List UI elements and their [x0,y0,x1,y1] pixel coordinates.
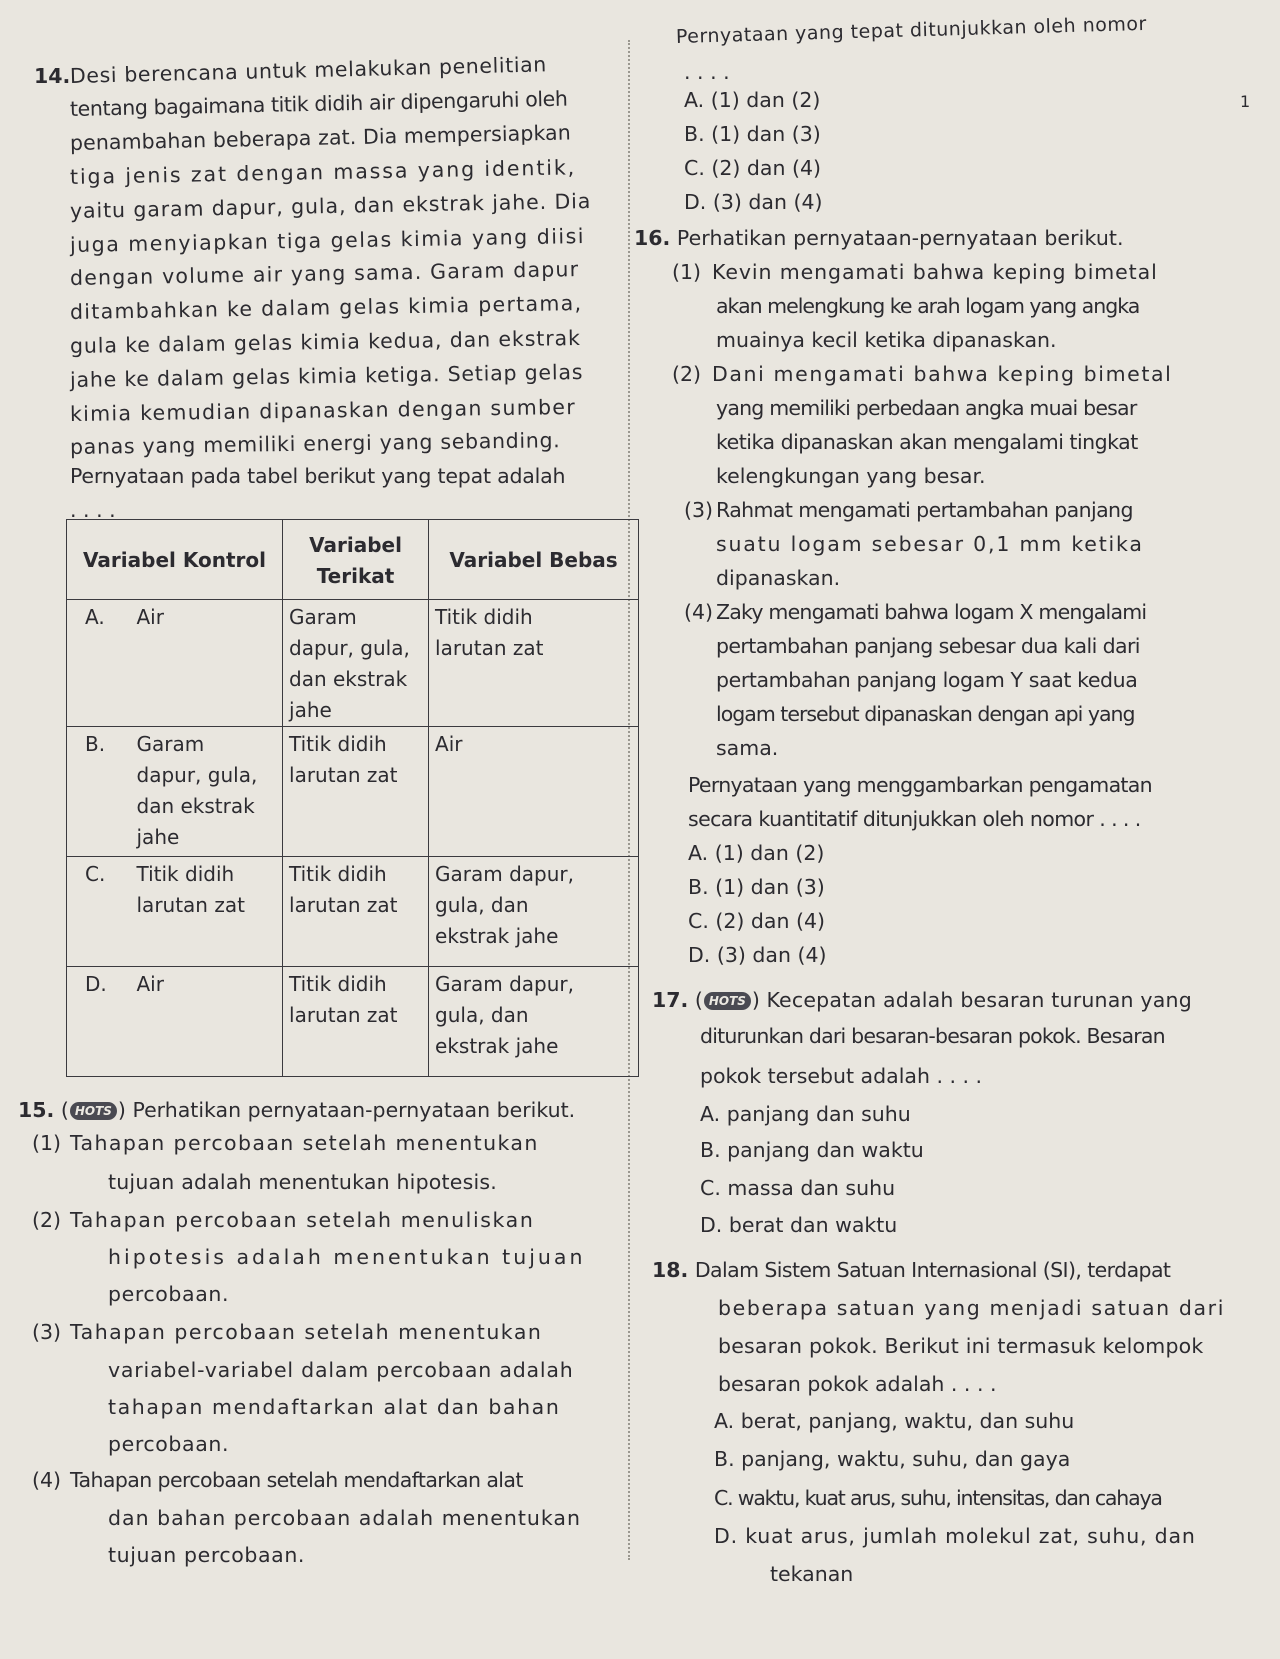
q14-line: ditambahkan ke dalam gelas kimia pertama, [69,291,583,324]
row-option: D. [67,967,131,1077]
row-option: C. [67,857,131,967]
q14-line: juga menyiapkan tiga gelas kimia yang diisi [69,224,586,257]
statement-line: akan melengkung ke arah logam yang angka [716,294,1140,318]
q14-line: dengan volume air yang sama. Garam dapur [69,257,580,290]
answer-option[interactable]: B. (1) dan (3) [684,122,821,146]
statement-number: (3) [684,498,714,522]
statement-line: percobaan. [108,1432,230,1456]
q14-line: tentang bagaimana titik didih air dipengaruhi oleh [69,86,568,121]
statement-line: muainya kecil ketika dipanaskan. [716,328,1057,352]
statement-line: Tahapan percobaan setelah mendaftarkan alat [70,1468,523,1492]
q17-line: diturunkan dari besaran-besaran pokok. Besaran [700,1024,1165,1048]
cell-bebas: Garam dapur, gula, dan ekstrak jahe [429,857,639,967]
margin-mark: 1 [1240,92,1251,111]
row-option: A. [67,600,131,727]
statement-number: (1) [32,1131,62,1155]
statement-line: Tahapan percobaan setelah menentukan [70,1320,543,1344]
statement-line: dipanaskan. [716,566,841,590]
answer-option-continuation: tekanan [770,1562,854,1586]
hots-badge: HOTS [704,992,751,1010]
statement-number: (4) [684,600,714,624]
answer-option[interactable]: C. massa dan suhu [700,1176,896,1200]
q18-line: besaran pokok adalah . . . . [718,1372,997,1396]
statement-line: suatu logam sebesar 0,1 mm ketika [716,532,1144,556]
statement-line: variabel-variabel dalam percobaan adalah [108,1358,574,1382]
statement-line: percobaan. [108,1282,230,1306]
q18-line: beberapa satuan yang menjadi satuan dari [718,1296,1225,1320]
cell-kontrol: Air [131,600,283,727]
q17-line: pokok tersebut adalah . . . . [700,1064,983,1088]
answer-option[interactable]: A. (1) dan (2) [688,841,825,865]
cell-terikat: Titik didih larutan zat [283,857,429,967]
answer-option[interactable]: C. (2) dan (4) [688,909,826,933]
statement-line: pertambahan panjang logam Y saat kedua [716,668,1138,692]
table-row [67,857,639,967]
cell-kontrol: Titik didih larutan zat [131,857,283,967]
answer-option[interactable]: A. berat, panjang, waktu, dan suhu [714,1409,1075,1433]
cell-terikat: Titik didih larutan zat [283,967,429,1077]
q14-answer-table [66,519,639,1077]
statement-line: yang memiliki perbedaan angka muai besar [716,396,1137,420]
answer-option[interactable]: D. berat dan waktu [700,1213,898,1237]
answer-option[interactable]: D. (3) dan (4) [688,943,827,967]
statement-line: logam tersebut dipanaskan dengan api yang [716,702,1135,726]
row-option: B. [67,727,131,857]
q14-line: yaitu garam dapur, gula, dan ekstrak jahe. Dia [69,188,592,223]
answer-option[interactable]: B. (1) dan (3) [688,875,825,899]
statement-line: kelengkungan yang besar. [716,464,986,488]
answer-option[interactable]: B. panjang, waktu, suhu, dan gaya [714,1447,1071,1471]
q17-header: 17. ( HOTS ) Kecepatan adalah besaran turunan yang [652,988,1192,1012]
q18-header: 18. Dalam Sistem Satuan Internasional (SI), terdapat [652,1258,1171,1282]
answer-option[interactable]: D. kuat arus, jumlah molekul zat, suhu, dan [714,1524,1196,1548]
cell-bebas: Air [429,727,639,857]
header-variabel-kontrol: Variabel Kontrol [67,520,283,600]
statement-line: ketika dipanaskan akan mengalami tingkat [716,430,1138,454]
q16-question: secara kuantitatif ditunjukkan oleh nomor . . . . [688,807,1141,831]
statement-number: (2) [672,362,702,386]
answer-option[interactable]: A. panjang dan suhu [700,1102,911,1126]
q14-line: Pernyataan pada tabel berikut yang tepat adalah [70,464,566,488]
statement-number: (4) [32,1468,62,1492]
q16-question: Pernyataan yang menggambarkan pengamatan [688,773,1152,797]
statement-line: Zaky mengamati bahwa logam X mengalami [716,600,1147,624]
q16-number: 15. [18,1098,55,1122]
answer-option[interactable]: B. panjang dan waktu [700,1138,924,1162]
q18-line: besaran pokok. Berikut ini termasuk kelompok [718,1334,1204,1358]
header-variabel-bebas: Variabel Bebas [429,520,639,600]
table-row [67,727,639,857]
statement-line: tujuan percobaan. [108,1543,306,1567]
q15-continuation: . . . . [684,60,730,84]
statement-number: (2) [32,1208,62,1232]
answer-option[interactable]: C. (2) dan (4) [684,156,822,180]
page-header-text: Pernyataan yang tepat ditunjukkan oleh nomor [675,12,1148,48]
q14-continuation: . . . . [70,498,116,522]
cell-terikat: Garam dapur, gula, dan ekstrak jahe [283,600,429,727]
q14-line: gula ke dalam gelas kimia kedua, dan ekstrak [69,325,581,358]
q16-header: 15. ( HOTS ) Perhatikan pernyataan-pernyataan berikut. [18,1098,576,1122]
q14-line: jahe ke dalam gelas kimia ketiga. Setiap gelas [69,359,584,392]
q16-stem: 16. Perhatikan pernyataan-pernyataan berikut. [634,226,1124,250]
header-variabel-terikat: Variabel Terikat [283,520,429,600]
q14-line: penambahan beberapa zat. Dia mempersiapkan [69,120,572,155]
statement-line: Dani mengamati bahwa keping bimetal [712,362,1173,386]
q14-line: panas yang memiliki energi yang sebanding. [69,428,561,459]
hots-badge: HOTS [70,1102,117,1120]
statement-line: Tahapan percobaan setelah menentukan [70,1131,539,1155]
cell-kontrol: Garam dapur, gula, dan ekstrak jahe [131,727,283,857]
statement-line: sama. [716,736,779,760]
q16-stem: Perhatikan pernyataan-pernyataan berikut. [132,1098,576,1122]
statement-number: (3) [32,1320,62,1344]
q14-line: tiga jenis zat dengan massa yang identik, [69,155,577,189]
q14-line: Desi berencana untuk melakukan penelitian [69,52,548,88]
table-row [67,600,639,727]
q14-number: 14. [34,64,71,88]
table-row [67,967,639,1077]
statement-line: Tahapan percobaan setelah menuliskan [70,1208,535,1232]
cell-bebas: Garam dapur, gula, dan ekstrak jahe [429,967,639,1077]
statement-line: Rahmat mengamati pertambahan panjang [716,498,1133,522]
statement-line: Kevin mengamati bahwa keping bimetal [712,260,1158,284]
statement-line: tahapan mendaftarkan alat dan bahan [108,1395,561,1419]
statement-line: tujuan adalah menentukan hipotesis. [108,1170,497,1194]
answer-option[interactable]: C. waktu, kuat arus, suhu, intensitas, dan cahaya [714,1486,1162,1510]
cell-terikat: Titik didih larutan zat [283,727,429,857]
statement-line: dan bahan percobaan adalah menentukan [108,1506,581,1530]
answer-option[interactable]: D. (3) dan (4) [684,190,823,214]
cell-bebas: Titik didih larutan zat [429,600,639,727]
q14-line: kimia kemudian dipanaskan dengan sumber [69,394,577,426]
statement-line: pertambahan panjang sebesar dua kali dari [716,634,1140,658]
statement-line: hipotesis adalah menentukan tujuan [108,1245,586,1269]
statement-number: (1) [672,260,702,284]
answer-option[interactable]: A. (1) dan (2) [684,88,821,112]
cell-kontrol: Air [131,967,283,1077]
